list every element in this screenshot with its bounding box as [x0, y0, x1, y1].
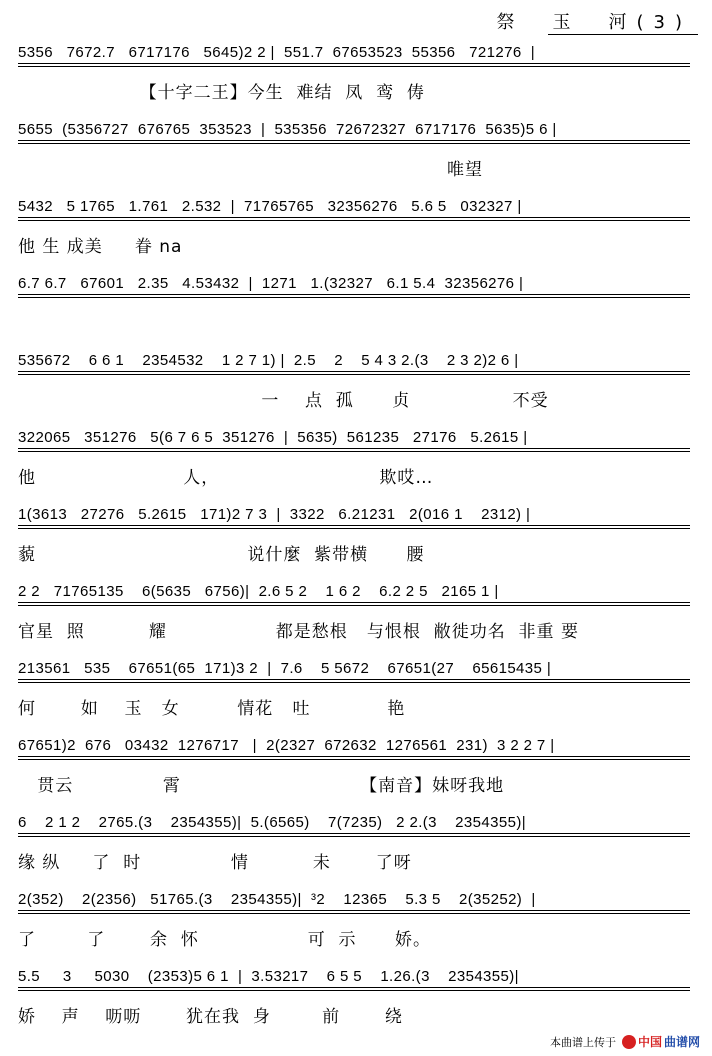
footer — [550, 1033, 700, 1050]
notes-line: 535672 6 6 1 2354532 1 2 7 1) | 2.5 2 5 4 3 2.(3 2 3 2)2 6 | — [18, 352, 519, 369]
logo-text-red: 中国 — [637, 1035, 662, 1049]
score-row — [0, 198, 712, 278]
beat-underline-double — [18, 374, 690, 375]
lyrics-line: 何 如 玉 女 情花 吐 艳 — [18, 699, 406, 719]
score-row — [0, 583, 712, 663]
notes-line: 322065 351276 5(6 7 6 5 351276 | 5635) 561235 27176 5.2615 | — [18, 429, 528, 446]
beat-underline — [18, 756, 690, 757]
beat-underline-double — [18, 143, 690, 144]
notes-line: 5356 7672.7 6717176 5645)2 2 | 551.7 67653523 55356 721276 | — [18, 44, 536, 61]
beat-underline — [18, 602, 690, 603]
beat-underline-double — [18, 682, 690, 683]
lyrics-line: 缘 纵 了 时 情 未 了呀 — [18, 853, 412, 873]
site-logo — [622, 1033, 700, 1050]
beat-underline-double — [18, 66, 690, 67]
beat-underline — [18, 833, 690, 834]
logo-mark-icon — [622, 1035, 636, 1049]
upload-text: 本曲谱上传于 — [549, 1035, 616, 1049]
lyrics-line: 贯云 霄 【南音】妹呀我地 — [18, 776, 505, 796]
score-row — [0, 891, 712, 971]
score-row — [0, 352, 712, 432]
lyrics-line: 唯望 — [18, 160, 484, 180]
beat-underline-double — [18, 759, 690, 760]
beat-underline-double — [18, 528, 690, 529]
notes-line: 6 2 1 2 2765.(3 2354355)| 5.(6565) 7(7235) 2 2.(3 2354355)| — [18, 814, 527, 831]
lyrics-line: 他 人， 欺哎… — [18, 468, 434, 488]
title-underline — [548, 34, 698, 35]
lyrics-line: 了 了 余 怀 可 示 娇。 — [18, 930, 431, 950]
beat-underline — [18, 987, 690, 988]
score-row — [0, 737, 712, 817]
beat-underline-double — [18, 836, 690, 837]
beat-underline — [18, 679, 690, 680]
lyrics-line: 【十字二王】今生 难结 凤 鸾 俦 — [18, 83, 425, 103]
notes-line: 2 2 71765135 6(5635 6756)| 2.6 5 2 1 6 2 6.2 2 5 2165 1 | — [18, 583, 499, 600]
beat-underline-double — [18, 297, 690, 298]
beat-underline — [18, 910, 690, 911]
notes-line: 2(352) 2(2356) 51765.(3 2354355)| ³2 12365 5.3 5 2(35252) | — [18, 891, 536, 908]
lyrics-line: 官星 照 耀 都是愁根 与恨根 敝徙功名 非重 要 — [18, 622, 579, 642]
beat-underline-double — [18, 451, 690, 452]
beat-underline — [18, 294, 690, 295]
lyrics-line: 他 生 成美 眷 na — [18, 237, 183, 257]
notes-line: 6.7 6.7 67601 2.35 4.53432 | 1271 1.(32327 6.1 5.4 32356276 | — [18, 275, 524, 292]
notes-line: 5432 5 1765 1.761 2.532 | 71765765 32356276 5.6 5 032327 | — [18, 198, 522, 215]
notes-line: 1(3613 27276 5.2615 171)2 7 3 | 3322 6.21231 2(016 1 2312) | — [18, 506, 531, 523]
beat-underline-double — [18, 990, 690, 991]
score-row — [0, 275, 712, 355]
lyrics-line: 藐 说什麼 紫带横 腰 — [18, 545, 425, 565]
beat-underline — [18, 371, 690, 372]
lyrics-line: 娇 声 呖呖 犹在我 身 前 绕 — [18, 1007, 403, 1027]
score-row — [0, 121, 712, 201]
score-row — [0, 44, 712, 124]
score-title: 祭 玉 河(3) — [496, 12, 692, 33]
score-row — [0, 660, 712, 740]
beat-underline — [18, 63, 690, 64]
beat-underline — [18, 525, 690, 526]
beat-underline-double — [18, 220, 690, 221]
score-row — [0, 429, 712, 509]
beat-underline — [18, 448, 690, 449]
notes-line: 213561 535 67651(65 171)3 2 | 7.6 5 5672 67651(27 65615435 | — [18, 660, 552, 677]
beat-underline — [18, 217, 690, 218]
beat-underline-double — [18, 605, 690, 606]
beat-underline — [18, 140, 690, 141]
notes-line: 5.5 3 5030 (2353)5 6 1 | 3.53217 6 5 5 1.26.(3 2354355)| — [18, 968, 519, 985]
beat-underline-double — [18, 913, 690, 914]
lyrics-line: 一 点 孤 贞 不受 — [18, 391, 549, 411]
notes-line: 5655 (5356727 676765 353523 | 535356 72672327 6717176 5635)5 6 | — [18, 121, 557, 138]
notes-line: 67651)2 676 03432 1276717 | 2(2327 672632 1276561 231) 3 2 2 7 | — [18, 737, 555, 754]
score-row — [0, 814, 712, 894]
logo-text-blue: 曲谱网 — [663, 1035, 700, 1049]
score-row — [0, 506, 712, 586]
